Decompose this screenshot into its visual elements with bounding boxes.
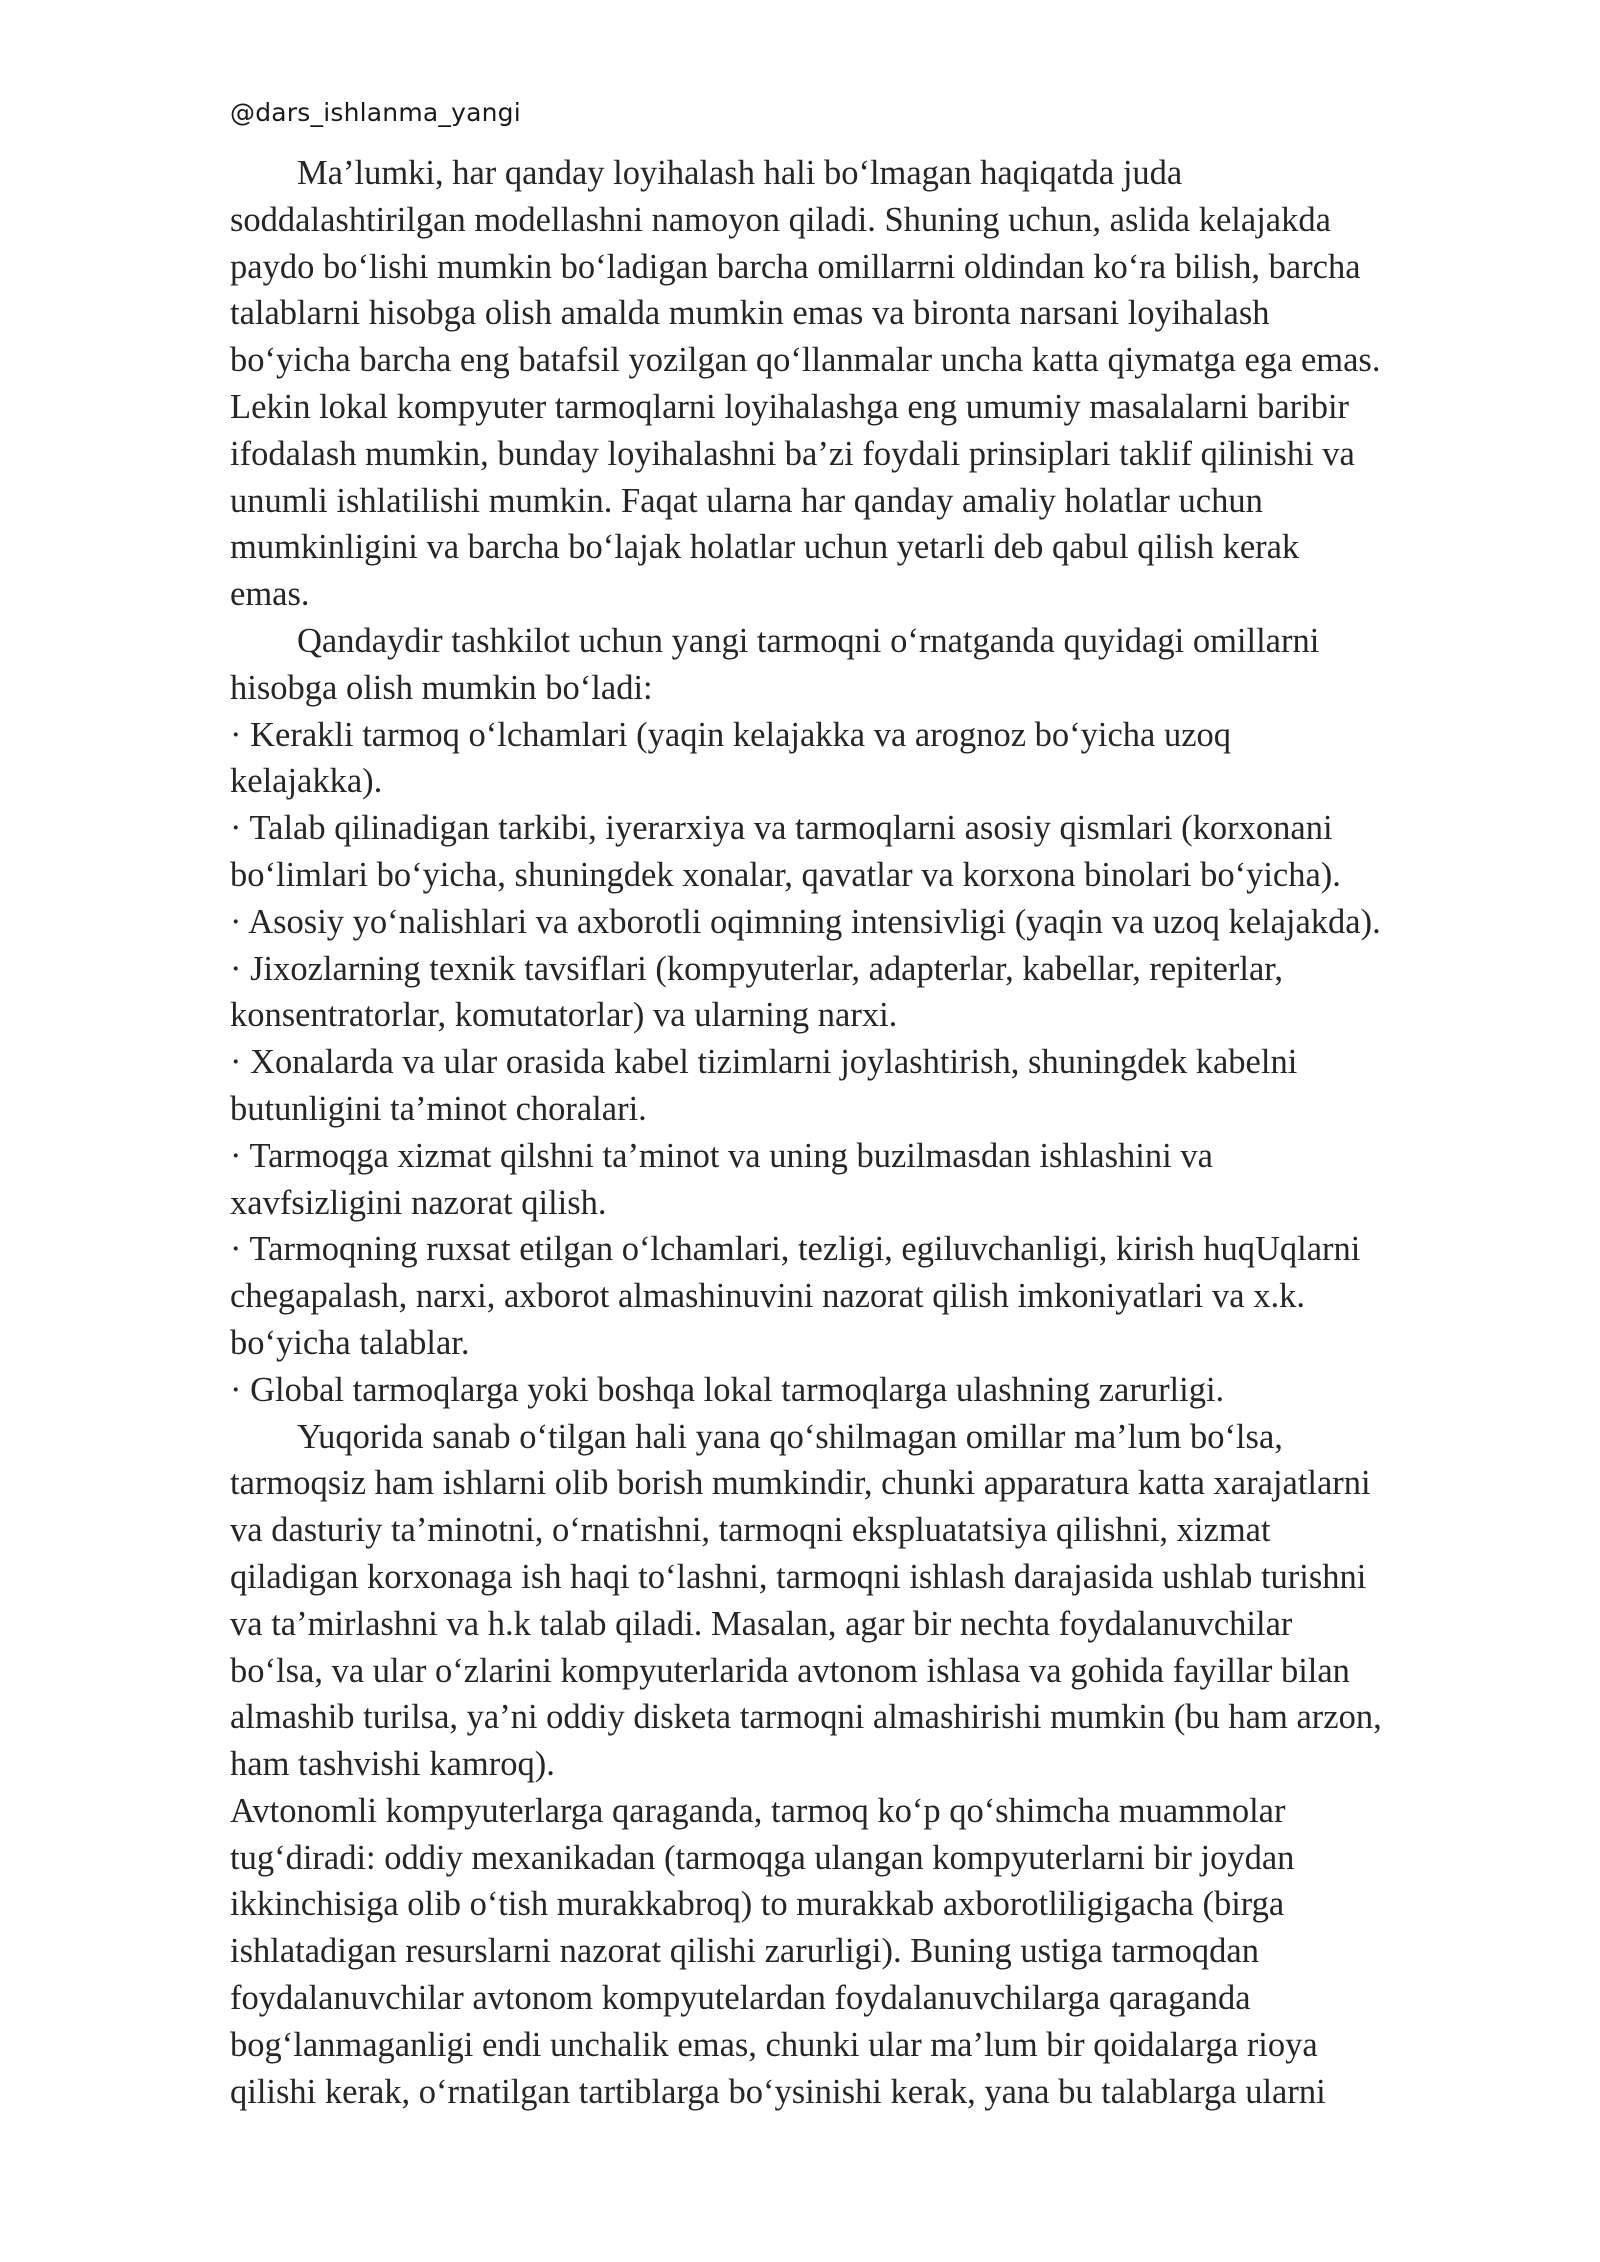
text-line: emas. [230, 575, 310, 614]
text-line: ifodalash mumkin, bunday loyihalashni ba’zi foydali prinsiplari taklif qilinishi va [230, 434, 1355, 473]
text-line: mumkinligini va barcha bo‘lajak holatlar uchun yetarli deb qabul qilish kerak [230, 528, 1300, 567]
text-line: bo‘yicha barcha eng batafsil yozilgan qo‘llanmalar uncha katta qiymatga ega emas. [230, 341, 1381, 380]
text-line: Lekin lokal kompyuter tarmoqlarni loyihalashga eng umumiy masalalarni baribir [230, 387, 1350, 426]
text-line: ishlatadigan resurslarni nazorat qilishi zarurligi). Buning ustiga tarmoqdan [230, 1932, 1259, 1971]
document-body [230, 150, 1550, 2115]
text-line: · Kerakli tarmoq o‘lchamlari (yaqin kelajakka va arognoz bo‘yicha uzoq [230, 715, 1232, 754]
text-line: kelajakka). [230, 762, 383, 801]
text-line: foydalanuvchilar avtonom kompyutelardan foydalanuvchilarga qaraganda [230, 1979, 1251, 2018]
text-line: talablarni hisobga olish amalda mumkin emas va bironta narsani loyihalash [230, 294, 1270, 333]
channel-header: @dars_ishlanma_yangi [230, 98, 521, 127]
text-line: Avtonomli kompyuterlarga qaraganda, tarmoq ko‘p qo‘shimcha muammolar [230, 1791, 1286, 1830]
text-line: Qandaydir tashkilot uchun yangi tarmoqni o‘rnatganda quyidagi omillarni [297, 621, 1320, 660]
text-line: qiladigan korxonaga ish haqi to‘lashni, tarmoqni ishlash darajasida ushlab turishni [230, 1557, 1367, 1596]
text-line: konsentratorlar, komutatorlar) va ularning narxi. [230, 996, 898, 1035]
text-line: qilishi kerak, o‘rnatilgan tartiblarga bo‘ysinishi kerak, yana bu talablarga ularni [230, 2072, 1326, 2111]
text-line: · Global tarmoqlarga yoki boshqa lokal tarmoqlarga ulashning zarurligi. [230, 1370, 1225, 1409]
text-line: Yuqorida sanab o‘tilgan hali yana qo‘shilmagan omillar ma’lum bo‘lsa, [297, 1417, 1283, 1456]
text-line: ikkinchisiga olib o‘tish murakkabroq) to murakkab axborotliligigacha (birga [230, 1885, 1285, 1924]
text-line: chegapalash, narxi, axborot almashinuvini nazorat qilish imkoniyatlari va x.k. [230, 1277, 1305, 1316]
text-line: · Tarmoqning ruxsat etilgan o‘lchamlari, tezligi, egiluvchanligi, kirish huqUqlarni [230, 1230, 1361, 1269]
text-line: · Asosiy yo‘nalishlari va axborotli oqimning intensivligi (yaqin va uzoq kelajakda). [230, 902, 1381, 941]
text-line: · Xonalarda va ular orasida kabel tizimlarni joylashtirish, shuningdek kabelni [230, 1043, 1298, 1082]
text-line: ham tashvishi kamroq). [230, 1745, 555, 1784]
text-line: unumli ishlatilishi mumkin. Faqat ularna har qanday amaliy holatlar uchun [230, 481, 1263, 520]
text-line: tug‘diradi: oddiy mexanikadan (tarmoqga ulangan kompyuterlarni bir joydan [230, 1838, 1295, 1877]
text-line: paydo bo‘lishi mumkin bo‘ladigan barcha omillarrni oldindan ko‘ra bilish, barcha [230, 247, 1361, 286]
text-line: tarmoqsiz ham ishlarni olib borish mumkindir, chunki apparatura katta xarajatlarni [230, 1464, 1371, 1503]
text-line: va dasturiy ta’minotni, o‘rnatishni, tarmoqni ekspluatatsiya qilishni, xizmat [230, 1511, 1271, 1550]
text-line: almashib turilsa, ya’ni oddiy disketa tarmoqni almashirishi mumkin (bu ham arzon, [230, 1698, 1382, 1737]
text-line: hisobga olish mumkin bo‘ladi: [230, 668, 653, 707]
text-line: bo‘lsa, va ular o‘zlarini kompyuterlarida avtonom ishlasa va gohida fayillar bilan [230, 1651, 1350, 1690]
text-line: bog‘lanmaganligi endi unchalik emas, chunki ular ma’lum bir qoidalarga rioya [230, 2025, 1318, 2064]
text-line: bo‘limlari bo‘yicha, shuningdek xonalar, qavatlar va korxona binolari bo‘yicha). [230, 855, 1341, 894]
text-line: Ma’lumki, har qanday loyihalash hali bo‘lmagan haqiqatda juda [297, 154, 1183, 192]
text-line: · Tarmoqga xizmat qilshni ta’minot va uning buzilmasdan ishlashini va [230, 1136, 1213, 1175]
text-line: xavfsizligini nazorat qilish. [230, 1183, 607, 1222]
text-line: butunligini ta’minot choralari. [230, 1089, 647, 1128]
text-line: va ta’mirlashni va h.k talab qiladi. Masalan, agar bir nechta foydalanuvchilar [230, 1604, 1293, 1643]
text-line: soddalashtirilgan modellashni namoyon qiladi. Shuning uchun, aslida kelajakda [230, 200, 1331, 239]
text-line: · Jixozlarning texnik tavsiflari (kompyuterlar, adapterlar, kabellar, repiterlar, [230, 949, 1283, 988]
text-line: bo‘yicha talablar. [230, 1323, 470, 1362]
text-line: · Talab qilinadigan tarkibi, iyerarxiya va tarmoqlarni asosiy qismlari (korxonani [230, 809, 1333, 848]
